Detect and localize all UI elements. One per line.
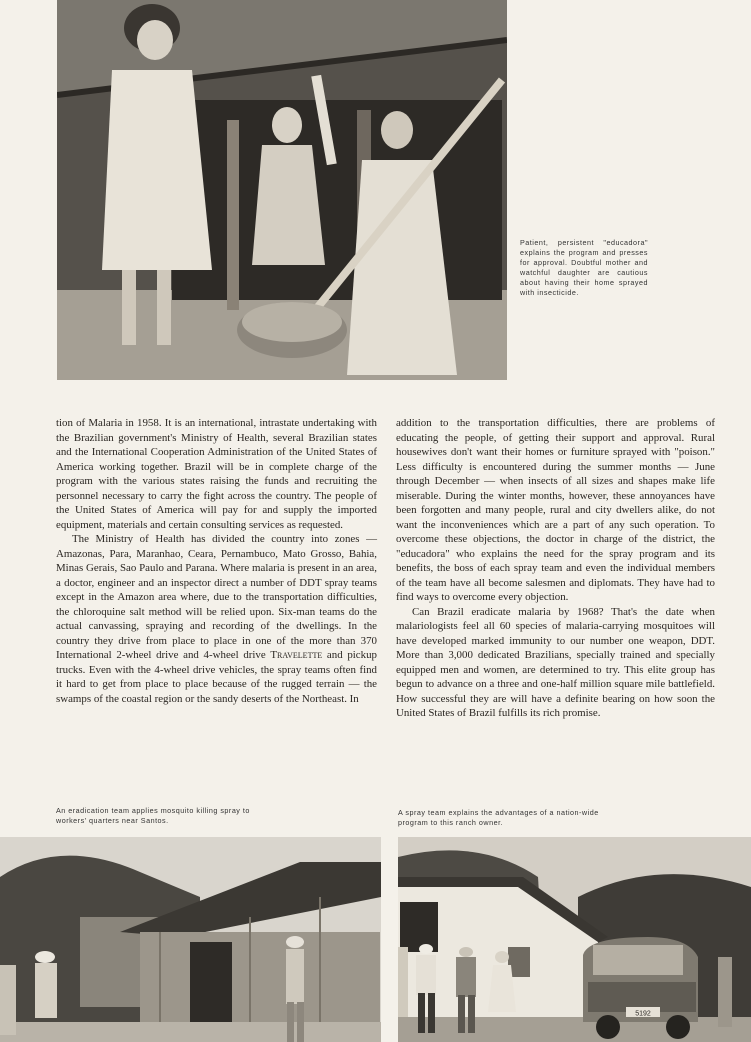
- caption-bottom-left: An eradication team applies mosquito killing spray to workers' quarters near Santos.: [56, 806, 250, 825]
- photo-ranch-spray-team: [398, 837, 751, 1042]
- caption-bottom-right: A spray team explains the advantages of a nation-wide program to this ranch owner.: [398, 808, 599, 827]
- photo-educadora-doorway: [57, 0, 507, 380]
- paragraph: The Ministry of Health has divided the country into zones — Amazonas, Para, Maranhao, Ceara, Pernambuco, Mato Grosso, Bahia, Minas Gerais, Sao Paulo and Parana. Where malaria is present in an area, a doctor, engineer and an inspector direct a number of DDT spray teams except in the Amazon area where, due to the transportation difficulties, the chloroquine salt method will be relied upon. Six-man teams do the actual canvassing, spraying and recording of the dwellings. In the country they drive from place to place in one of the more than 370 International 2-wheel drive and 4-wheel drive Travelette and pickup trucks. Even with the 4-wheel drive vehicles, the spray teams often find it hard to get from place to place because of the rugged terrain — the swamps of the coastal region or the sandy deserts of the Northeast. In: [56, 533, 377, 705]
- paragraph: tion of Malaria in 1958. It is an international, intrastate undertaking with the Brazilian government's Ministry of Health, several Brazilian states and the International Cooperation Administration of the United States of America working together. Brazil will be in complete charge of the program with the various states raising the funds and recruiting the personnel necessary to carry the fight across the country. The people of the United States of America will pay for and supply the imported equipment, materials and certain consulting services as requested.: [56, 417, 377, 531]
- truck-license-plate: 5192: [635, 1010, 651, 1018]
- caption-top-photo: Patient, persistent "educadora" explains the program and presses for approval. Doubtful mother and watchful daughter are cautious about having their home sprayed with insecticide.: [520, 238, 648, 297]
- paragraph: Can Brazil eradicate malaria by 1968? That's the date when malariologists feel all 60 species of malaria-carrying mosquitoes will have developed marked immunity to our number one weapon, DDT. More than 3,000 dedicated Brazilians, specially trained and specially equipped men and women, are determined to try. This elite group has begun to advance on a three and one-half million square mile battlefield. How successful they are will have a definite bearing on how soon the United States of Brazil fulfills its rich promise.: [396, 605, 715, 719]
- body-column-left: [56, 416, 377, 706]
- paragraph: addition to the transportation difficulties, there are problems of educating the people, of getting their support and approval. Rural housewives don't want their homes or furniture sprayed with "poison." Less difficulty is encountered during the summer months — June through December — when insects of all sizes and shapes make life miserable. During the winter months, however, these annoyances have been forgotten and many people, rural and city dwellers alike, do not want the inconveniences which are a part of any such operation. To overcome these objections, the doctor in charge of the district, the "educadora" who explains the need for the spray program and its benefits, the boss of each spray team and even the individual members of the team have all become salesmen and diplomats. They have had to find ways to overcome every objection.: [396, 417, 715, 603]
- brand-name: Travelette: [270, 649, 323, 661]
- body-column-right: [396, 416, 715, 721]
- photo-spray-team-santos: [0, 837, 381, 1042]
